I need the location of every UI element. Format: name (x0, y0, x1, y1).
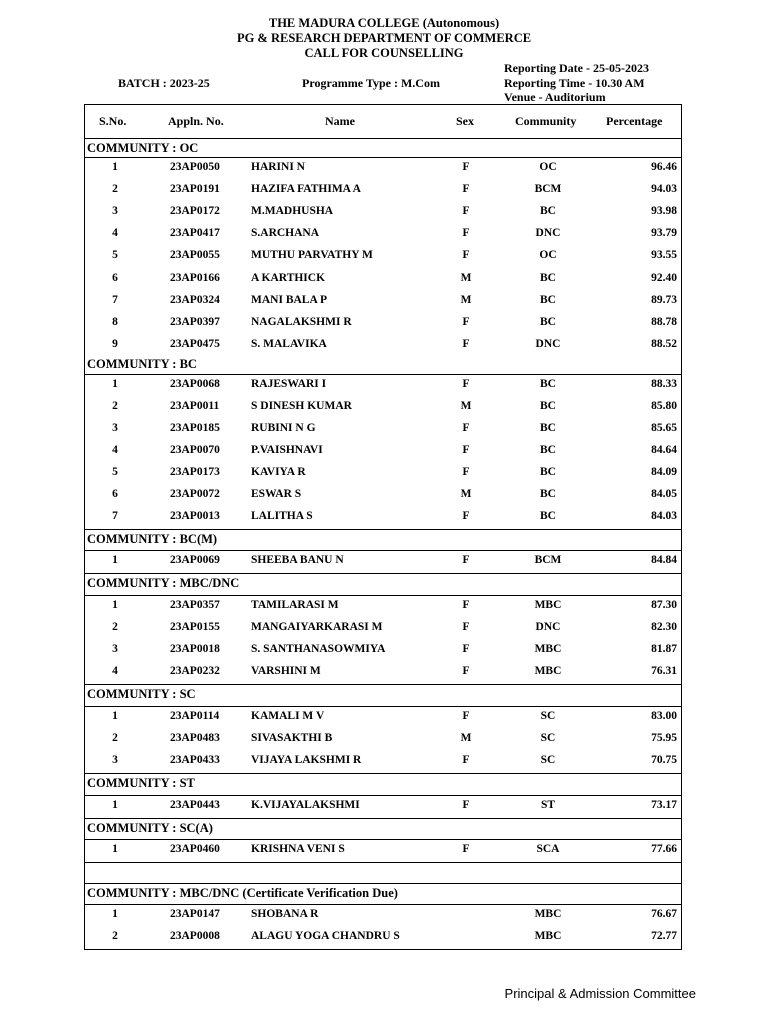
cell-percentage: 88.52 (651, 338, 677, 350)
cell-appln-no: 23AP0357 (170, 599, 220, 611)
cell-percentage: 96.46 (651, 161, 677, 173)
cell-community: DNC (535, 621, 561, 633)
cell-sno: 1 (112, 599, 118, 611)
counselling-table (84, 104, 682, 950)
cell-name: ALAGU YOGA CHANDRU S (251, 930, 400, 942)
cell-sex: F (462, 510, 470, 522)
programme-label: Programme Type : M.Com (302, 76, 440, 90)
cell-appln-no: 23AP0324 (170, 294, 220, 306)
cell-appln-no: 23AP0008 (170, 930, 220, 942)
cell-sex: F (462, 554, 470, 566)
table-body (85, 139, 681, 949)
cell-appln-no: 23AP0191 (170, 183, 220, 195)
cell-sno: 2 (112, 183, 118, 195)
venue: Venue - Auditorium (504, 90, 606, 104)
cell-percentage: 92.40 (651, 272, 677, 284)
table-row (85, 640, 681, 662)
cell-name: S. SANTHANASOWMIYA (251, 643, 386, 655)
table-row (85, 707, 681, 729)
cell-sex: F (462, 378, 470, 390)
cell-appln-no: 23AP0166 (170, 272, 220, 284)
cell-sno: 5 (112, 249, 118, 261)
cell-name: HAZIFA FATHIMA A (251, 183, 361, 195)
table-row (85, 485, 681, 507)
col-name: Name (325, 114, 355, 128)
table-row (85, 905, 681, 927)
community-title: COMMUNITY : SC(A) (87, 821, 213, 835)
cell-sex: F (462, 643, 470, 655)
cell-sex: M (460, 488, 472, 500)
cell-name: KRISHNA VENI S (251, 843, 345, 855)
table-row (85, 202, 681, 224)
cell-community: OC (539, 249, 557, 261)
cell-name: S DINESH KUMAR (251, 400, 352, 412)
cell-community: MBC (534, 643, 562, 655)
cell-name: K.VIJAYALAKSHMI (251, 799, 360, 811)
reporting-date: Reporting Date - 25-05-2023 (504, 61, 649, 75)
table-row (85, 596, 681, 618)
cell-sex: F (462, 249, 470, 261)
cell-name: S.ARCHANA (251, 227, 320, 239)
cell-community: SC (540, 754, 556, 766)
table-row (85, 662, 681, 685)
cell-appln-no: 23AP0173 (170, 466, 220, 478)
cell-percentage: 81.87 (651, 643, 677, 655)
table-row (85, 796, 681, 819)
cell-sno: 1 (112, 554, 118, 566)
cell-sno: 2 (112, 400, 118, 412)
cell-percentage: 77.66 (651, 843, 677, 855)
cell-sno: 5 (112, 466, 118, 478)
table-row (85, 729, 681, 751)
community-title: COMMUNITY : OC (87, 141, 199, 155)
table-row (85, 618, 681, 640)
cell-sex: F (462, 466, 470, 478)
table-row (85, 419, 681, 441)
cell-name: VARSHINI M (251, 665, 321, 677)
community-band (85, 574, 681, 596)
cell-appln-no: 23AP0050 (170, 161, 220, 173)
cell-community: SC (540, 732, 556, 744)
cell-sno: 8 (112, 316, 118, 328)
table-row (85, 375, 681, 397)
cell-name: A KARTHICK (251, 272, 326, 284)
cell-sex: F (462, 161, 470, 173)
cell-sex: M (460, 294, 472, 306)
cell-sno: 4 (112, 227, 118, 239)
community-band (85, 355, 681, 375)
cell-name: MANGAIYARKARASI M (251, 621, 383, 633)
cell-sno: 3 (112, 205, 118, 217)
cell-name: KAMALI M V (251, 710, 325, 722)
table-row (85, 313, 681, 335)
cell-percentage: 72.77 (651, 930, 677, 942)
cell-percentage: 84.09 (651, 466, 677, 478)
table-header (85, 105, 681, 139)
community-band (85, 139, 681, 158)
cell-appln-no: 23AP0460 (170, 843, 220, 855)
cell-sno: 9 (112, 338, 118, 350)
cell-name: ESWAR S (251, 488, 302, 500)
cell-sex: F (462, 338, 470, 350)
cell-appln-no: 23AP0070 (170, 444, 220, 456)
batch-label: BATCH : 2023-25 (118, 76, 210, 90)
cell-name: VIJAYA LAKSHMI R (251, 754, 362, 766)
cell-appln-no: 23AP0185 (170, 422, 220, 434)
cell-community: SCA (536, 843, 560, 855)
cell-percentage: 84.64 (651, 444, 677, 456)
community-band (85, 884, 681, 905)
col-percentage: Percentage (606, 114, 663, 128)
cell-sno: 3 (112, 643, 118, 655)
cell-sno: 7 (112, 294, 118, 306)
cell-sex: F (462, 444, 470, 456)
blank-row (85, 863, 681, 884)
table-row (85, 158, 681, 180)
cell-appln-no: 23AP0069 (170, 554, 220, 566)
cell-appln-no: 23AP0433 (170, 754, 220, 766)
cell-percentage: 87.30 (651, 599, 677, 611)
cell-percentage: 76.31 (651, 665, 677, 677)
cell-community: DNC (535, 338, 561, 350)
community-band (85, 530, 681, 551)
cell-name: RUBINI N G (251, 422, 316, 434)
cell-name: RAJESWARI I (251, 378, 327, 390)
cell-name: KAVIYA R (251, 466, 306, 478)
cell-percentage: 75.95 (651, 732, 677, 744)
cell-name: HARINI N (251, 161, 305, 173)
community-title: COMMUNITY : BC (87, 357, 197, 371)
cell-community: BC (540, 400, 556, 412)
table-row (85, 269, 681, 291)
table-row (85, 463, 681, 485)
community-title: COMMUNITY : ST (87, 776, 195, 790)
cell-appln-no: 23AP0172 (170, 205, 220, 217)
cell-community: BCM (534, 554, 562, 566)
cell-appln-no: 23AP0068 (170, 378, 220, 390)
cell-appln-no: 23AP0018 (170, 643, 220, 655)
table-row (85, 840, 681, 863)
cell-community: ST (540, 799, 556, 811)
call-title: CALL FOR COUNSELLING (304, 46, 464, 60)
cell-sex: F (462, 621, 470, 633)
table-row (85, 507, 681, 530)
cell-community: MBC (534, 665, 562, 677)
cell-sno: 1 (112, 799, 118, 811)
cell-percentage: 88.78 (651, 316, 677, 328)
cell-percentage: 84.03 (651, 510, 677, 522)
cell-appln-no: 23AP0011 (170, 400, 220, 412)
cell-appln-no: 23AP0147 (170, 908, 220, 920)
college-title: THE MADURA COLLEGE (Autonomous) (268, 16, 500, 30)
cell-percentage: 83.00 (651, 710, 677, 722)
cell-sex: F (462, 422, 470, 434)
cell-sex: F (462, 227, 470, 239)
cell-sex: F (462, 799, 470, 811)
cell-sno: 1 (112, 908, 118, 920)
cell-sno: 6 (112, 272, 118, 284)
cell-name: P.VAISHNAVI (251, 444, 323, 456)
cell-name: NAGALAKSHMI R (251, 316, 352, 328)
cell-name: SHEEBA BANU N (251, 554, 344, 566)
community-title: COMMUNITY : MBC/DNC (Certificate Verification Due) (87, 886, 398, 900)
community-band (85, 685, 681, 707)
table-row (85, 224, 681, 246)
cell-percentage: 89.73 (651, 294, 677, 306)
cell-community: BC (540, 466, 556, 478)
cell-community: BC (540, 422, 556, 434)
cell-community: BCM (534, 183, 562, 195)
community-band (85, 774, 681, 796)
cell-community: BC (540, 444, 556, 456)
cell-sno: 4 (112, 444, 118, 456)
cell-sno: 2 (112, 732, 118, 744)
cell-sno: 1 (112, 378, 118, 390)
cell-name: M.MADHUSHA (251, 205, 334, 217)
community-title: COMMUNITY : BC(M) (87, 532, 218, 546)
cell-sno: 1 (112, 161, 118, 173)
col-sex: Sex (456, 114, 474, 128)
cell-percentage: 93.98 (651, 205, 677, 217)
cell-percentage: 73.17 (651, 799, 677, 811)
cell-name: SHOBANA R (251, 908, 319, 920)
table-row (85, 291, 681, 313)
table-row (85, 335, 681, 355)
cell-percentage: 82.30 (651, 621, 677, 633)
cell-sno: 4 (112, 665, 118, 677)
cell-sex: F (462, 183, 470, 195)
cell-community: BC (540, 510, 556, 522)
cell-sno: 3 (112, 754, 118, 766)
cell-appln-no: 23AP0114 (170, 710, 220, 722)
cell-sno: 1 (112, 710, 118, 722)
table-row (85, 180, 681, 202)
cell-name: S. MALAVIKA (251, 338, 327, 350)
cell-sex: F (462, 710, 470, 722)
cell-sex: F (462, 599, 470, 611)
table-row (85, 246, 681, 269)
cell-sno: 6 (112, 488, 118, 500)
cell-percentage: 70.75 (651, 754, 677, 766)
cell-appln-no: 23AP0072 (170, 488, 220, 500)
cell-sex: M (460, 400, 472, 412)
cell-percentage: 93.79 (651, 227, 677, 239)
cell-sex: F (462, 665, 470, 677)
cell-name: TAMILARASI M (251, 599, 339, 611)
cell-percentage: 94.03 (651, 183, 677, 195)
col-sno: S.No. (99, 114, 127, 128)
cell-sno: 2 (112, 621, 118, 633)
cell-community: MBC (534, 908, 562, 920)
community-title: COMMUNITY : MBC/DNC (87, 576, 240, 590)
cell-sno: 2 (112, 930, 118, 942)
cell-sex: M (460, 732, 472, 744)
cell-sno: 3 (112, 422, 118, 434)
cell-name: LALITHA S (251, 510, 313, 522)
cell-percentage: 93.55 (651, 249, 677, 261)
cell-sex: M (460, 272, 472, 284)
table-row (85, 397, 681, 419)
cell-community: BC (540, 378, 556, 390)
cell-appln-no: 23AP0475 (170, 338, 220, 350)
cell-community: BC (540, 272, 556, 284)
cell-appln-no: 23AP0232 (170, 665, 220, 677)
cell-name: SIVASAKTHI B (251, 732, 333, 744)
cell-percentage: 88.33 (651, 378, 677, 390)
cell-community: BC (540, 205, 556, 217)
cell-name: MANI BALA P (251, 294, 328, 306)
footer-signature: Principal & Admission Committee (504, 986, 696, 1001)
cell-appln-no: 23AP0155 (170, 621, 220, 633)
table-row (85, 551, 681, 574)
cell-sno: 1 (112, 843, 118, 855)
cell-appln-no: 23AP0483 (170, 732, 220, 744)
cell-community: OC (539, 161, 557, 173)
community-title: COMMUNITY : SC (87, 687, 196, 701)
cell-community: DNC (535, 227, 561, 239)
cell-community: SC (540, 710, 556, 722)
table-row (85, 927, 681, 949)
cell-community: MBC (534, 599, 562, 611)
cell-percentage: 85.80 (651, 400, 677, 412)
cell-sex: F (462, 843, 470, 855)
cell-community: BC (540, 488, 556, 500)
cell-appln-no: 23AP0013 (170, 510, 220, 522)
cell-appln-no: 23AP0417 (170, 227, 220, 239)
cell-community: BC (540, 294, 556, 306)
cell-community: MBC (534, 930, 562, 942)
cell-appln-no: 23AP0443 (170, 799, 220, 811)
cell-community: BC (540, 316, 556, 328)
cell-sno: 7 (112, 510, 118, 522)
cell-name: MUTHU PARVATHY M (251, 249, 373, 261)
cell-appln-no: 23AP0397 (170, 316, 220, 328)
community-band (85, 819, 681, 840)
col-community: Community (515, 114, 577, 128)
cell-appln-no: 23AP0055 (170, 249, 220, 261)
cell-percentage: 84.05 (651, 488, 677, 500)
table-row (85, 441, 681, 463)
col-appln: Appln. No. (168, 114, 224, 128)
cell-percentage: 85.65 (651, 422, 677, 434)
cell-sex: F (462, 205, 470, 217)
cell-percentage: 84.84 (651, 554, 677, 566)
cell-sex: F (462, 316, 470, 328)
department-title: PG & RESEARCH DEPARTMENT OF COMMERCE (236, 31, 532, 45)
table-row (85, 751, 681, 774)
cell-sex: F (462, 754, 470, 766)
reporting-time: Reporting Time - 10.30 AM (504, 76, 645, 90)
cell-percentage: 76.67 (651, 908, 677, 920)
